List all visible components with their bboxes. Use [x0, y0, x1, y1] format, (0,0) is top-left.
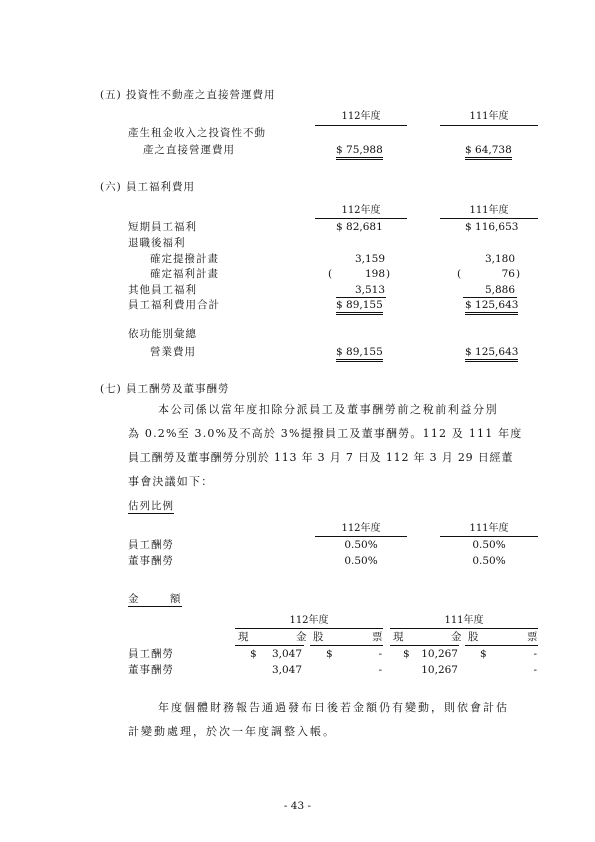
s6-func-v111: $ 125,643: [465, 346, 518, 362]
ratio-row-label: 員工酬勞: [128, 539, 174, 551]
s6-row-label: 其他員工福利: [128, 284, 197, 296]
sub-rule: [235, 645, 304, 646]
s6-open-paren-111: (: [457, 268, 462, 280]
amount-stock-111: -: [533, 664, 537, 676]
s6-row-v111: 3,180: [484, 253, 515, 265]
ratio-col-rule-1: [315, 536, 407, 537]
s6-row-v112: $ 82,681: [336, 221, 383, 233]
s7-paragraph-line-3: 員工酬勞及董事酬勞分別於 113 年 3 月 7 日及 112 年 3 月 29 日經董: [128, 451, 514, 464]
closing-line-2: 計變動處理，於次一年度調整入帳。: [128, 725, 336, 738]
s5-value-111: $ 64,738: [465, 144, 512, 160]
amount-currency: $: [250, 648, 257, 660]
s5-col-111: 111年度: [469, 111, 509, 122]
section-6-heading: (六) 員工福利費用: [100, 181, 196, 193]
s6-subtotal-rule-2: [463, 297, 517, 298]
ratio-col-111: 111年度: [469, 523, 509, 534]
s6-col-111: 111年度: [469, 205, 509, 216]
s6-row-label: 確定提撥計畫: [150, 253, 219, 265]
ratio-section-title: 估列比例: [128, 500, 174, 512]
ratio-row-v111: 0.50%: [472, 555, 506, 567]
s6-close-paren-112: ): [386, 268, 391, 280]
sub-cash-char-1: 現: [238, 631, 249, 643]
s6-col-rule-2: [440, 218, 538, 219]
s6-row-v112: 3,159: [354, 253, 385, 265]
ratio-row-v111: 0.50%: [472, 539, 506, 551]
amount-title-char-2: 額: [170, 593, 181, 605]
sub-stock-char-1: 股: [313, 631, 324, 643]
ratio-col-112: 112年度: [341, 523, 381, 534]
ratio-row-label: 董事酬勞: [128, 555, 174, 567]
s6-total-v112: $ 89,155: [336, 299, 383, 315]
sub-stock-char-2: 票: [527, 631, 538, 643]
amount-section-title: [128, 593, 182, 607]
sub-stock-char-1: 股: [468, 631, 479, 643]
s6-row-label: 短期員工福利: [128, 221, 197, 233]
amount-stock-112: -: [378, 664, 382, 676]
s6-total-v111: $ 125,643: [465, 299, 518, 315]
amount-year-111: 111年度: [444, 615, 484, 626]
s5-col-112: 112年度: [341, 111, 381, 122]
amount-row-label: 員工酬勞: [128, 648, 174, 660]
amount-cash-111: 10,267: [421, 648, 458, 660]
s6-open-paren-112: (: [328, 268, 333, 280]
s6-subtotal-rule-1: [336, 297, 386, 298]
sub-rule: [310, 645, 383, 646]
s6-col-rule-1: [315, 218, 407, 219]
amount-stock-112: -: [378, 648, 382, 660]
s7-paragraph-line-4: 事會決議如下：: [128, 475, 214, 488]
s5-row-label-1: 產生租金收入之投資性不動: [128, 127, 266, 139]
amount-year-112: 112年度: [289, 615, 329, 626]
section-5-heading: (五) 投資性不動產之直接營運費用: [100, 89, 276, 101]
s6-row-label: 退職後福利: [128, 237, 186, 249]
amount-year-rule-1: [235, 628, 383, 629]
s6-row-v111: 5,886: [484, 284, 515, 296]
amount-cash-112: 3,047: [271, 648, 302, 660]
s7-paragraph-line-1: 本公司係以當年度扣除分派員工及董事酬勞前之稅前利益分別: [158, 403, 499, 416]
amount-currency: $: [480, 648, 487, 660]
s6-total-label: 員工福利費用合計: [128, 299, 220, 311]
sub-cash-char-2: 金: [296, 631, 307, 643]
s6-col-112: 112年度: [341, 205, 381, 216]
closing-line-1: 年度個體財務報告通過發布日後若金額仍有變動，則依會計估: [158, 701, 509, 714]
sub-cash-char-2: 金: [451, 631, 462, 643]
amount-year-rule-2: [390, 628, 538, 629]
s5-row-label-2: 產之直接營運費用: [143, 144, 235, 156]
s6-func-v112: $ 89,155: [336, 346, 383, 362]
ratio-row-v112: 0.50%: [344, 555, 378, 567]
sub-stock-char-2: 票: [372, 631, 383, 643]
s6-row-v112: 3,513: [354, 284, 385, 296]
amount-currency: $: [403, 648, 410, 660]
s6-row-v111: $ 116,653: [465, 221, 519, 233]
s6-function-label: 依功能別彙總: [128, 328, 197, 340]
s6-close-paren-111: ): [516, 268, 521, 280]
s5-col-rule-2: [440, 125, 538, 126]
sub-rule: [390, 645, 459, 646]
amount-cash-111: 10,267: [421, 664, 458, 676]
amount-stock-111: -: [533, 648, 537, 660]
s5-value-112: $ 75,988: [336, 144, 383, 160]
sub-cash-char-1: 現: [393, 631, 404, 643]
ratio-row-v112: 0.50%: [344, 539, 378, 551]
amount-currency: $: [326, 648, 333, 660]
amount-row-label: 董事酬勞: [128, 664, 174, 676]
s6-row-label: 確定福利計畫: [150, 268, 219, 280]
s7-paragraph-line-2: 為 0.2%至 3.0%及不高於 3%提撥員工及董事酬勞。112 及 111 年度: [128, 427, 523, 440]
s6-operating-expense-label: 營業費用: [150, 346, 196, 358]
section-7-heading: (七) 員工酬勞及董事酬勞: [100, 383, 230, 395]
sub-rule: [465, 645, 538, 646]
s6-row-v111: 76: [501, 268, 515, 280]
s5-col-rule-1: [315, 125, 407, 126]
amount-title-char-1: 金: [128, 593, 139, 605]
s6-row-v112: 198: [364, 268, 385, 280]
page-number: - 43 -: [283, 800, 312, 812]
amount-cash-112: 3,047: [271, 664, 302, 676]
ratio-col-rule-2: [440, 536, 538, 537]
